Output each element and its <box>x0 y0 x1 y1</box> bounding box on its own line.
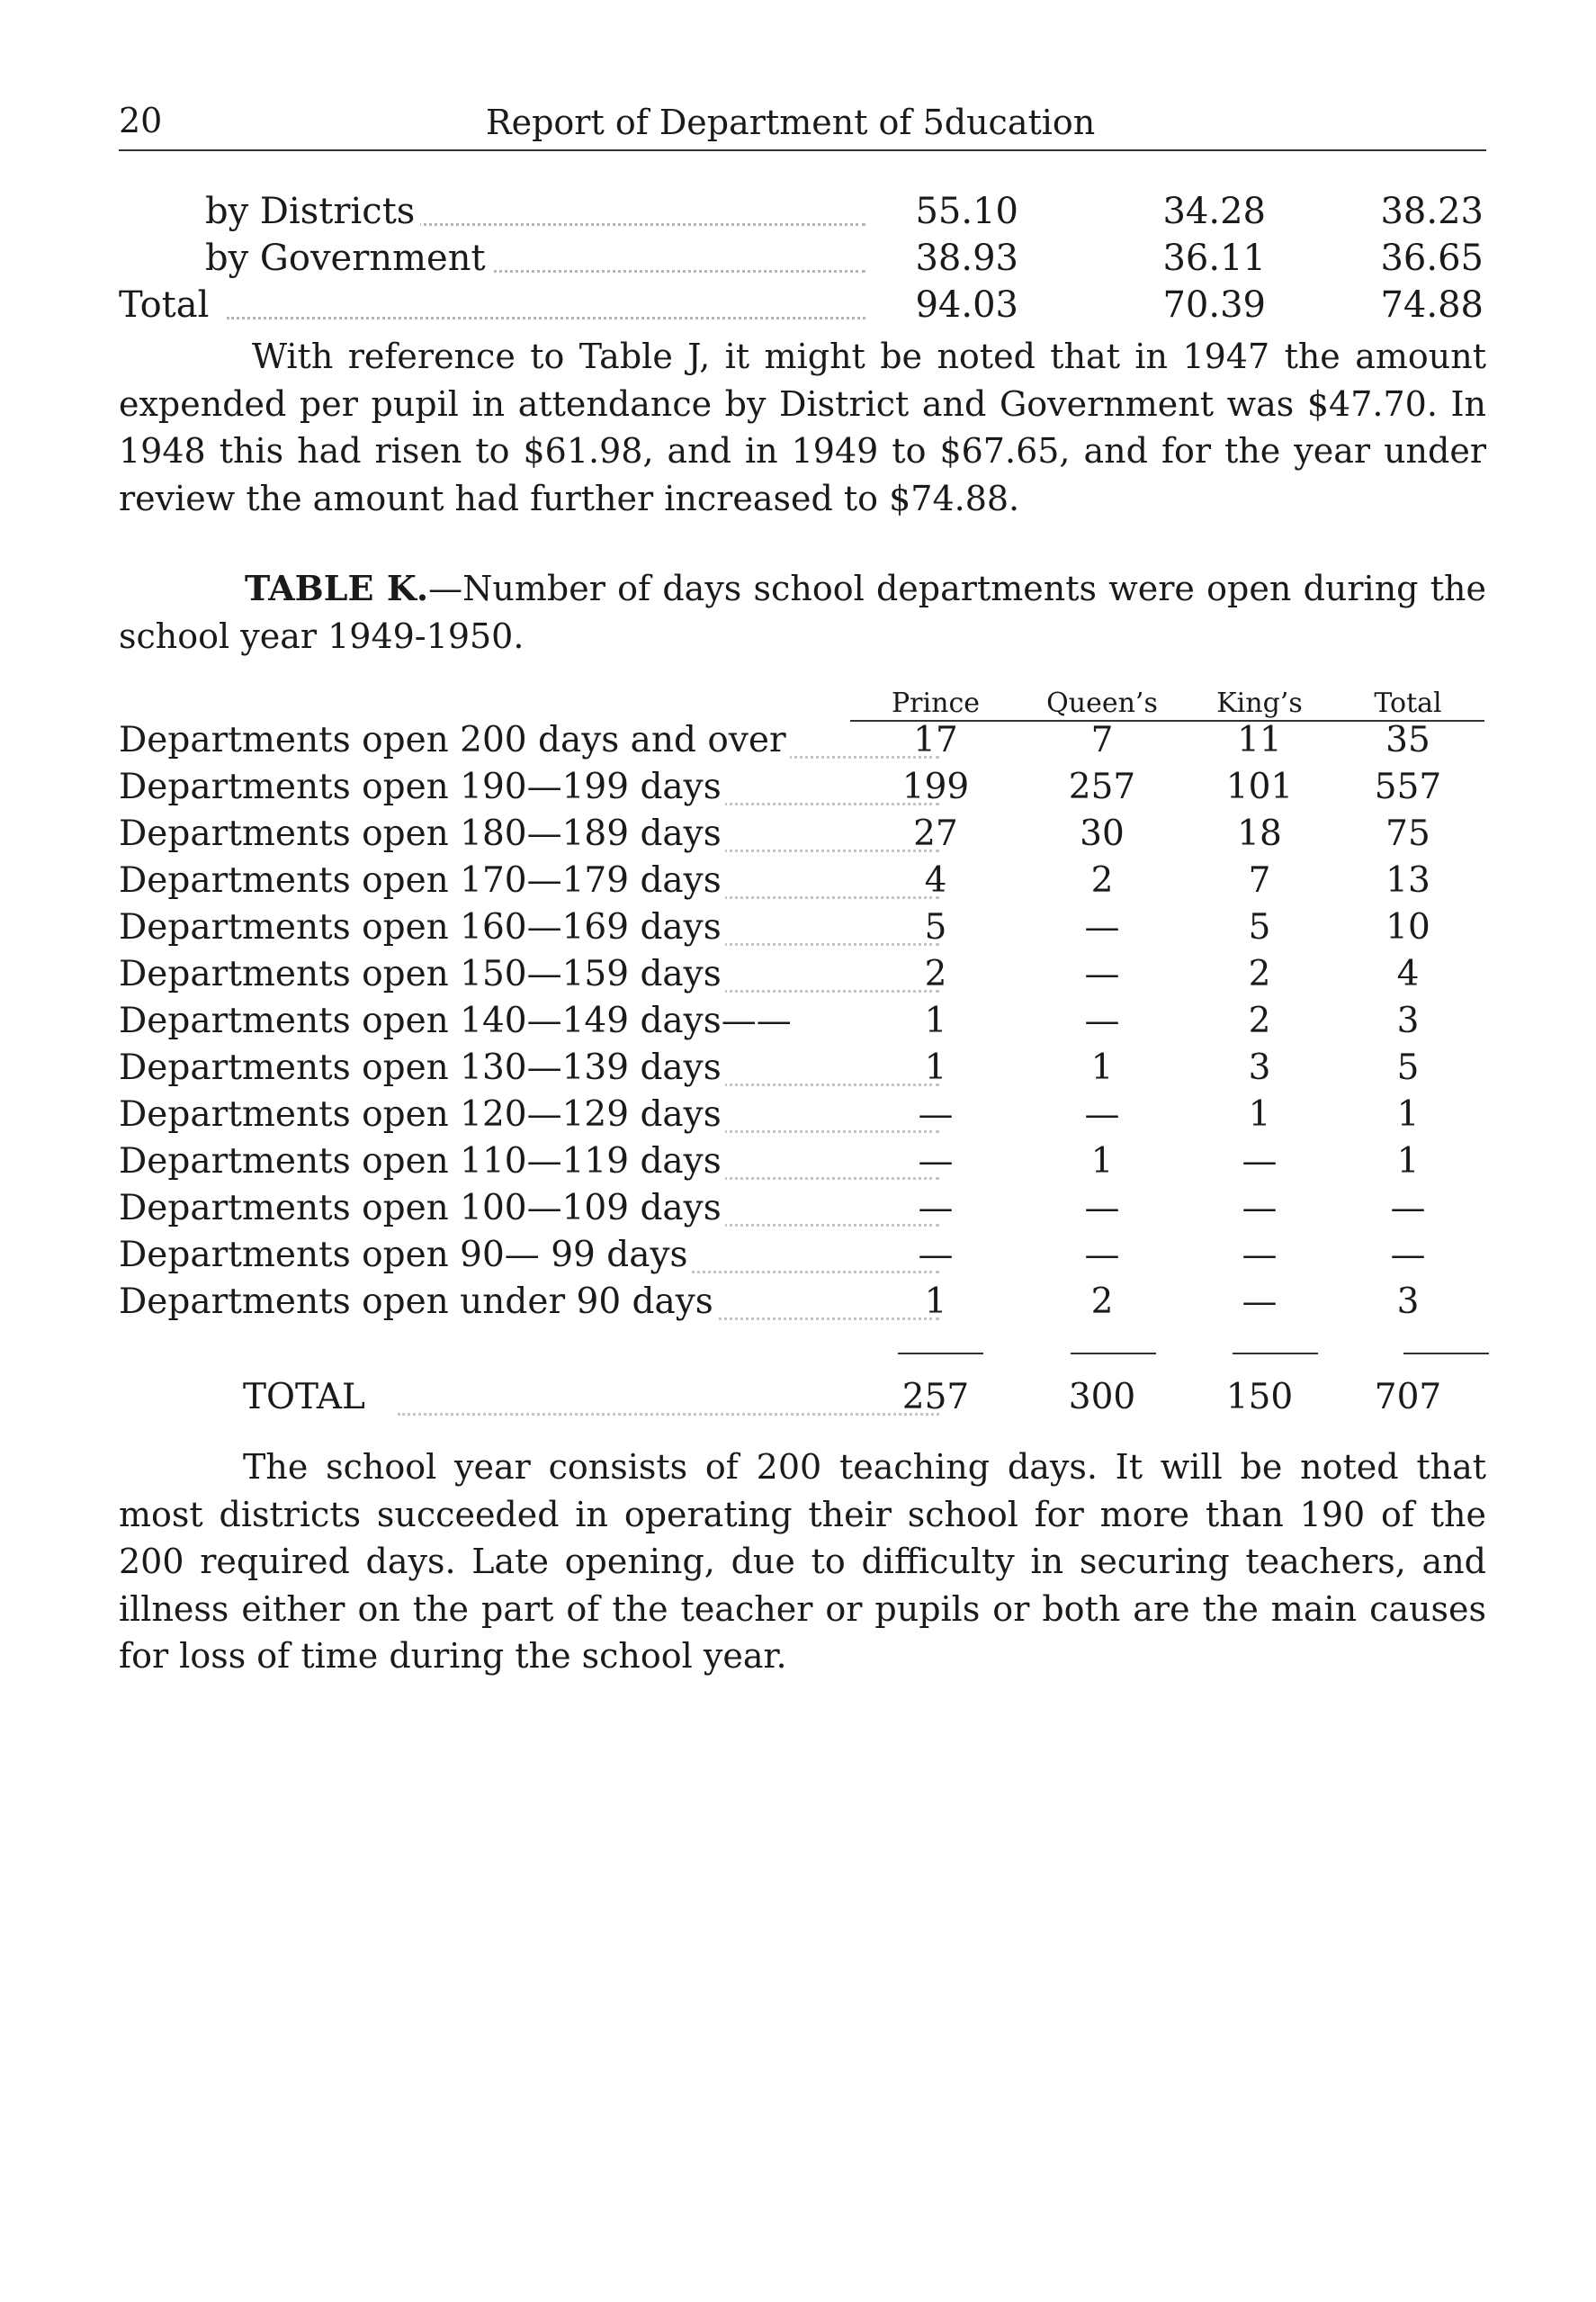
row-label: Departments open under 90 days <box>119 1281 717 1322</box>
summary-label: by Government <box>205 238 491 279</box>
summary-value: 70.39 <box>1162 284 1266 326</box>
total-queens: 300 <box>1068 1377 1136 1417</box>
cell-total: 5 <box>1396 1048 1420 1088</box>
total-prince: 257 <box>901 1377 970 1417</box>
cell-kings: 18 <box>1237 814 1282 854</box>
summary-row-total <box>119 284 1486 329</box>
table-row <box>119 1235 1486 1281</box>
cell-queens: — <box>1084 1188 1120 1228</box>
summary-value: 38.23 <box>1380 191 1484 232</box>
cell-prince: — <box>918 1235 954 1275</box>
cell-prince: — <box>918 1188 954 1228</box>
cell-prince: 1 <box>924 1048 947 1088</box>
table-k-column-headers <box>0 688 1596 724</box>
cell-kings: 2 <box>1248 954 1271 994</box>
cell-queens: 1 <box>1090 1141 1114 1182</box>
summary-label: by Districts <box>205 191 420 232</box>
cell-kings: 7 <box>1248 860 1271 901</box>
row-label: Departments open 120—129 days <box>119 1094 725 1135</box>
table-row <box>119 1281 1486 1328</box>
row-label: Departments open 100—109 days <box>119 1188 725 1228</box>
table-row <box>119 767 1486 814</box>
header-rule <box>119 149 1486 151</box>
cell-kings: 101 <box>1225 767 1294 807</box>
cell-queens: 1 <box>1090 1048 1114 1088</box>
cell-kings: — <box>1242 1235 1278 1275</box>
cell-prince: — <box>918 1094 954 1135</box>
table-row <box>119 1141 1486 1188</box>
cell-kings: — <box>1242 1141 1278 1182</box>
cell-prince: 4 <box>924 860 947 901</box>
total-kings: 150 <box>1225 1377 1294 1417</box>
dot-leader <box>227 317 865 319</box>
row-label: Departments open 140—149 days—— <box>119 1001 795 1041</box>
table-row <box>119 1001 1486 1048</box>
table-row <box>119 954 1486 1001</box>
total-label: TOTAL <box>243 1377 369 1417</box>
paragraph-text: With reference to Table J, it might be noted that in 1947 the amount expended per pupil in attendance by District and Government was $47.70. In 1948 this had risen to $61.98, and in 1949 to $67.65, and for the year under review the amount had further increased to $74.88. <box>119 337 1486 518</box>
row-label: Departments open 180—189 days <box>119 814 725 854</box>
running-header <box>119 101 1486 155</box>
total-total: 707 <box>1374 1377 1442 1417</box>
table-row <box>119 814 1486 860</box>
summary-row-government <box>119 238 1486 283</box>
cell-prince: 1 <box>924 1001 947 1041</box>
row-label: Departments open 90— 99 days <box>119 1235 692 1275</box>
cell-prince: 17 <box>913 720 958 760</box>
cell-kings: — <box>1242 1281 1278 1322</box>
cell-total: 1 <box>1396 1094 1420 1135</box>
cell-prince: 27 <box>913 814 958 854</box>
row-label: Departments open 110—119 days <box>119 1141 725 1182</box>
separator-rule <box>898 1353 983 1354</box>
cell-kings: 5 <box>1248 907 1271 948</box>
cell-queens: 2 <box>1090 1281 1114 1322</box>
column-header-total: Total <box>1374 688 1442 719</box>
summary-value: 74.88 <box>1380 284 1484 326</box>
table-row <box>119 1188 1486 1235</box>
cell-queens: — <box>1084 907 1120 948</box>
row-label: Departments open 130—139 days <box>119 1048 725 1088</box>
table-k-caption-text: —Number of days school departments were open during the school year 1949-1950. <box>119 569 1486 656</box>
cell-kings: 11 <box>1237 720 1282 760</box>
cell-prince: 5 <box>924 907 947 948</box>
cell-total: 4 <box>1396 954 1420 994</box>
cell-prince: 199 <box>901 767 970 807</box>
cell-queens: — <box>1084 1094 1120 1135</box>
table-row <box>119 860 1486 907</box>
row-label: Departments open 150—159 days <box>119 954 725 994</box>
cell-total: 13 <box>1385 860 1430 901</box>
separator-rule <box>1071 1353 1156 1354</box>
cell-kings: 2 <box>1248 1001 1271 1041</box>
summary-value: 94.03 <box>915 284 1018 326</box>
cell-total: 557 <box>1374 767 1442 807</box>
cell-total: 10 <box>1385 907 1430 948</box>
cell-prince: 2 <box>924 954 947 994</box>
cell-kings: 1 <box>1248 1094 1271 1135</box>
table-k-label: TABLE K. <box>245 568 429 608</box>
cell-queens: — <box>1084 1001 1120 1041</box>
column-header-queens: Queen’s <box>1046 688 1158 719</box>
cell-queens: — <box>1084 954 1120 994</box>
table-row <box>119 720 1486 767</box>
summary-value: 55.10 <box>915 191 1018 232</box>
summary-label: Total <box>119 284 214 326</box>
paragraph-school-year-note <box>119 1443 1486 1680</box>
paragraph-text: The school year consists of 200 teaching days. It will be noted that most districts succeeded in operating their school for more than 190 of the 200 required days. Late opening, due to difficulty in securing teachers, and illness either on the part of the teacher or pupils or both are the main causes for loss of time during the school year. <box>119 1447 1486 1676</box>
summary-value: 36.65 <box>1380 238 1484 279</box>
running-title: Report of Department of 5ducation <box>486 103 1096 142</box>
cell-kings: 3 <box>1248 1048 1271 1088</box>
cell-queens: — <box>1084 1235 1120 1275</box>
cell-queens: 7 <box>1090 720 1114 760</box>
column-header-prince: Prince <box>892 688 980 719</box>
cell-queens: 2 <box>1090 860 1114 901</box>
separator-rule <box>1233 1353 1318 1354</box>
dot-leader <box>659 1271 939 1273</box>
summary-value: 36.11 <box>1162 238 1266 279</box>
row-label: Departments open 160—169 days <box>119 907 725 948</box>
page-number: 20 <box>119 101 163 140</box>
total-separator <box>0 1353 1596 1354</box>
dot-leader <box>398 1413 939 1416</box>
table-k-caption <box>119 565 1486 660</box>
cell-prince: — <box>918 1141 954 1182</box>
cell-total: 35 <box>1385 720 1430 760</box>
table-row <box>119 1094 1486 1141</box>
summary-value: 34.28 <box>1162 191 1266 232</box>
cell-kings: — <box>1242 1188 1278 1228</box>
cell-queens: 257 <box>1068 767 1136 807</box>
summary-value: 38.93 <box>915 238 1018 279</box>
row-label: Departments open 170—179 days <box>119 860 725 901</box>
summary-row-districts <box>119 191 1486 236</box>
cell-total: — <box>1390 1188 1426 1228</box>
cell-total: 3 <box>1396 1001 1420 1041</box>
separator-rule <box>1403 1353 1489 1354</box>
table-row <box>119 1048 1486 1094</box>
row-label: Departments open 200 days and over <box>119 720 790 760</box>
cell-total: 1 <box>1396 1141 1420 1182</box>
cell-total: 3 <box>1396 1281 1420 1322</box>
column-header-kings: King’s <box>1216 688 1303 719</box>
paragraph-table-j-note <box>119 333 1486 522</box>
table-total-row <box>119 1377 1486 1424</box>
cell-total: 75 <box>1385 814 1430 854</box>
cell-queens: 30 <box>1080 814 1125 854</box>
row-label: Departments open 190—199 days <box>119 767 725 807</box>
table-row <box>119 907 1486 954</box>
cell-prince: 1 <box>924 1281 947 1322</box>
cell-total: — <box>1390 1235 1426 1275</box>
